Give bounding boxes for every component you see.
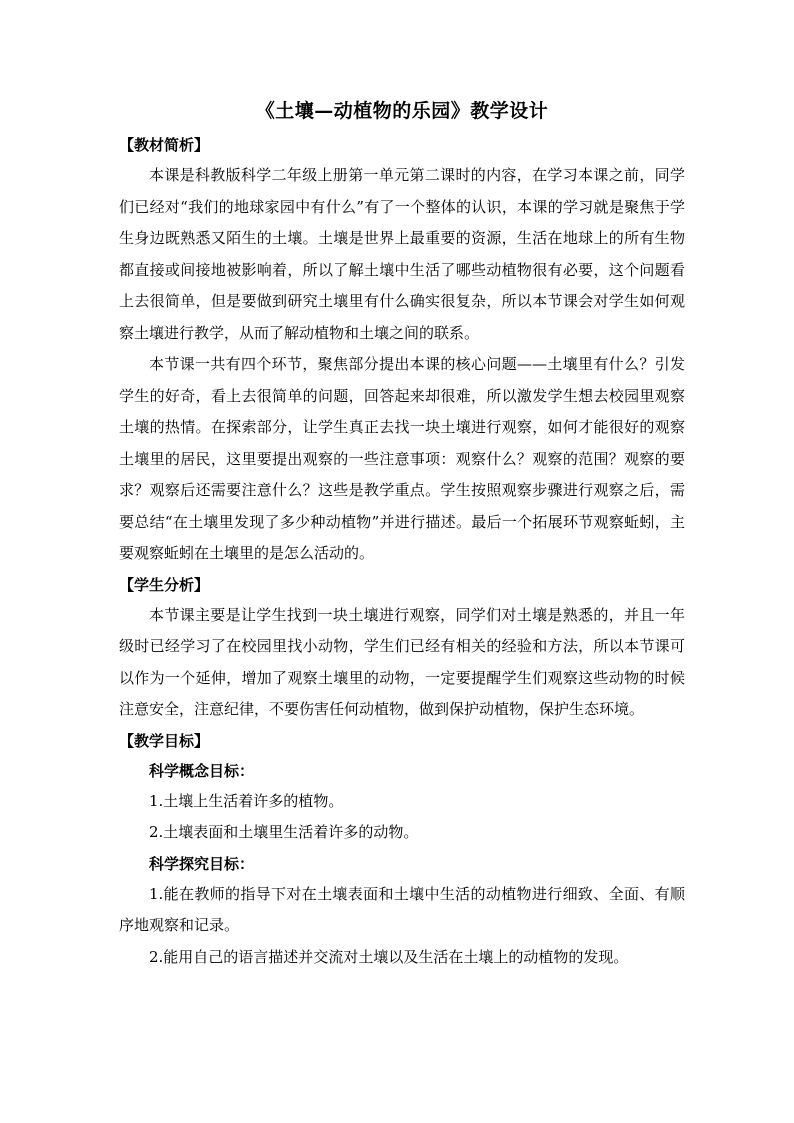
section-heading-material-analysis: 【教材简析】 [119, 136, 210, 154]
section-student-analysis [119, 570, 685, 726]
list-item: 1.土壤上生活着许多的植物。 [149, 791, 344, 810]
paragraph: 本课是科教版科学二年级上册第一单元第二课时的内容，在学习本课之前，同学们已经对“我们的地球家园中有什么”有了一个整体的认识，本课的学习就是聚焦于学生身边既熟悉又陌生的土壤。土壤是世界上最重要的资源，生活在地球上的所有生物都直接或间接地被影响着，所以了解土壤中生活了哪些动植物很有必要，这个问题看上去很简单，但是要做到研究土壤里有什么确实很复杂，所以本节课会对学生如何观察土壤进行教学，从而了解动植物和土壤之间的联系。 [119, 166, 685, 342]
subheading-inquiry-goals: 科学探究目标： [149, 854, 255, 873]
list-item: 1.能在教师的指导下对在土壤表面和土壤中生活的动植物进行细致、全面、有顺序地观察和记录。 [119, 884, 685, 934]
section-heading-teaching-goals: 【教学目标】 [119, 731, 210, 750]
paragraph: 本节课主要是让学生找到一块土壤进行观察，同学们对土壤是熟悉的，并且一年级时已经学习了在校园里找小动物，学生们已经有相关的经验和方法，所以本节课可以作为一个延伸，增加了观察土壤里的动物，一定要提醒学生们观察这些动物的时候注意安全，注意纪律，不要伤害任何动植物，做到保护动植物，保护生态环境。 [119, 605, 685, 718]
document-page [119, 96, 685, 973]
section-material-analysis [119, 130, 685, 570]
paragraph: 本节课一共有四个环节，聚焦部分提出本课的核心问题——土壤里有什么？引发学生的好奇，看上去很简单的问题，回答起来却很难，所以激发学生想去校园里观察土壤的热情。在探索部分，让学生真正去找一块土壤进行观察，如何才能很好的观察土壤里的居民，这里要提出观察的一些注意事项：观察什么？观察的范围？观察的要求？观察后还需要注意什么？这些是教学重点。学生按照观察步骤进行观察之后，需要总结“在土壤里发现了多少种动植物”并进行描述。最后一个拓展环节观察蚯蚓，主要观察蚯蚓在土壤里的是怎么活动的。 [119, 355, 685, 562]
list-item: 2.能用自己的语言描述并交流对土壤以及生活在土壤上的动植物的发现。 [149, 947, 629, 966]
section-heading-student-analysis: 【学生分析】 [119, 575, 210, 594]
document-title: 《土壤—动植物的乐园》教学设计 [255, 100, 549, 122]
list-item: 2.土壤表面和土壤里生活着许多的动物。 [149, 823, 419, 841]
section-teaching-goals [119, 726, 685, 974]
subheading-concept-goals: 科学概念目标： [149, 761, 255, 780]
